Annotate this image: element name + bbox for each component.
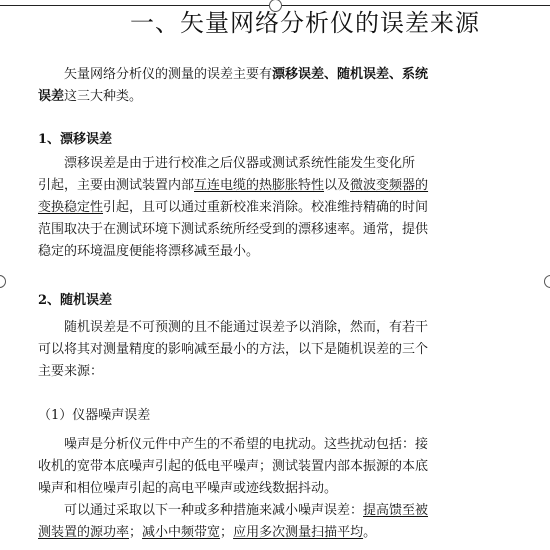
page-title: 一、矢量网络分析仪的误差来源 [130,9,480,37]
reduction-text: 可以通过采取以下一种或多种措施来减小噪声误差： [64,503,364,518]
random-line-3: 主要来源： [38,364,104,379]
right-edge-marker [544,275,550,288]
intro-text: 矢量网络分析仪的测量的误差主要有 [64,67,273,82]
intro-error-types-end: 误差 [38,89,65,104]
conversion-stability-term: 变换稳定性 [38,200,104,215]
noise-line-2: 收机的宽带本底噪声引起的低电平噪声；测试装置内部本振源的本底 [38,459,429,474]
drift-text: 以及 [324,178,351,193]
left-edge-marker [0,275,6,288]
random-line-1: 随机误差是不可预测的且不能通过误差予以消除，然而，有若干 [64,320,429,335]
subheading-instrument-noise: （1）仪器噪声误差 [38,408,151,423]
drift-line-1: 漂移误差是由于进行校准之后仪器或测试系统性能发生变化所 [64,156,416,171]
intro-text-end: 这三大种类。 [64,89,143,104]
drift-line-5: 稳定的环境温度便能将漂移减至最小。 [38,244,260,259]
noise-line-1: 噪声是分析仪元件中产生的不希望的电扰动。这些扰动包括：接 [64,437,429,452]
drift-text: 引起，主要由测试装置内部 [38,178,195,193]
separator: ； [220,525,234,540]
intro-paragraph [38,64,466,108]
noise-paragraph [38,434,466,500]
drift-line-4: 范围取决于在测试环境下测试系统所经受到的漂移速率。通常，提供 [38,222,429,237]
sweep-averaging-term: 应用多次测量扫描平均 [233,525,364,540]
drift-text: 引起，且可以通过重新校准来消除。校准维持精确的时间 [103,200,429,215]
section-heading-random-error: 2、随机误差 [38,293,113,308]
frequency-converter-term: 微波变频器的 [350,178,429,193]
separator: ； [129,525,143,540]
reduction-line-1 [38,500,466,522]
section-heading-drift-error: 1、漂移误差 [38,132,113,147]
random-error-paragraph [38,317,466,383]
noise-line-3: 噪声和相位噪声引起的高电平噪声或迹线数据抖动。 [38,481,338,496]
random-line-2: 可以将其对测量精度的影响减至最小的方法，以下是随机误差的三个 [38,342,429,357]
intro-line-1 [38,64,466,86]
drift-error-paragraph [38,153,466,263]
drift-line-2 [38,175,466,197]
reduction-line-2 [38,522,466,544]
period: 。 [363,525,377,540]
reduce-if-bandwidth-term: 减小中频带宽 [142,525,221,540]
intro-line-2 [38,86,466,108]
drift-line-3 [38,197,466,219]
intro-error-types: 漂移误差、随机误差、系统 [272,67,429,82]
increase-source-power-term-end: 测装置的源功率 [38,525,130,540]
increase-source-power-term: 提高馈至被 [363,503,429,518]
noise-reduction-paragraph [38,500,466,544]
cable-thermal-expansion-term: 互连电缆的热膨胀特性 [194,178,325,193]
